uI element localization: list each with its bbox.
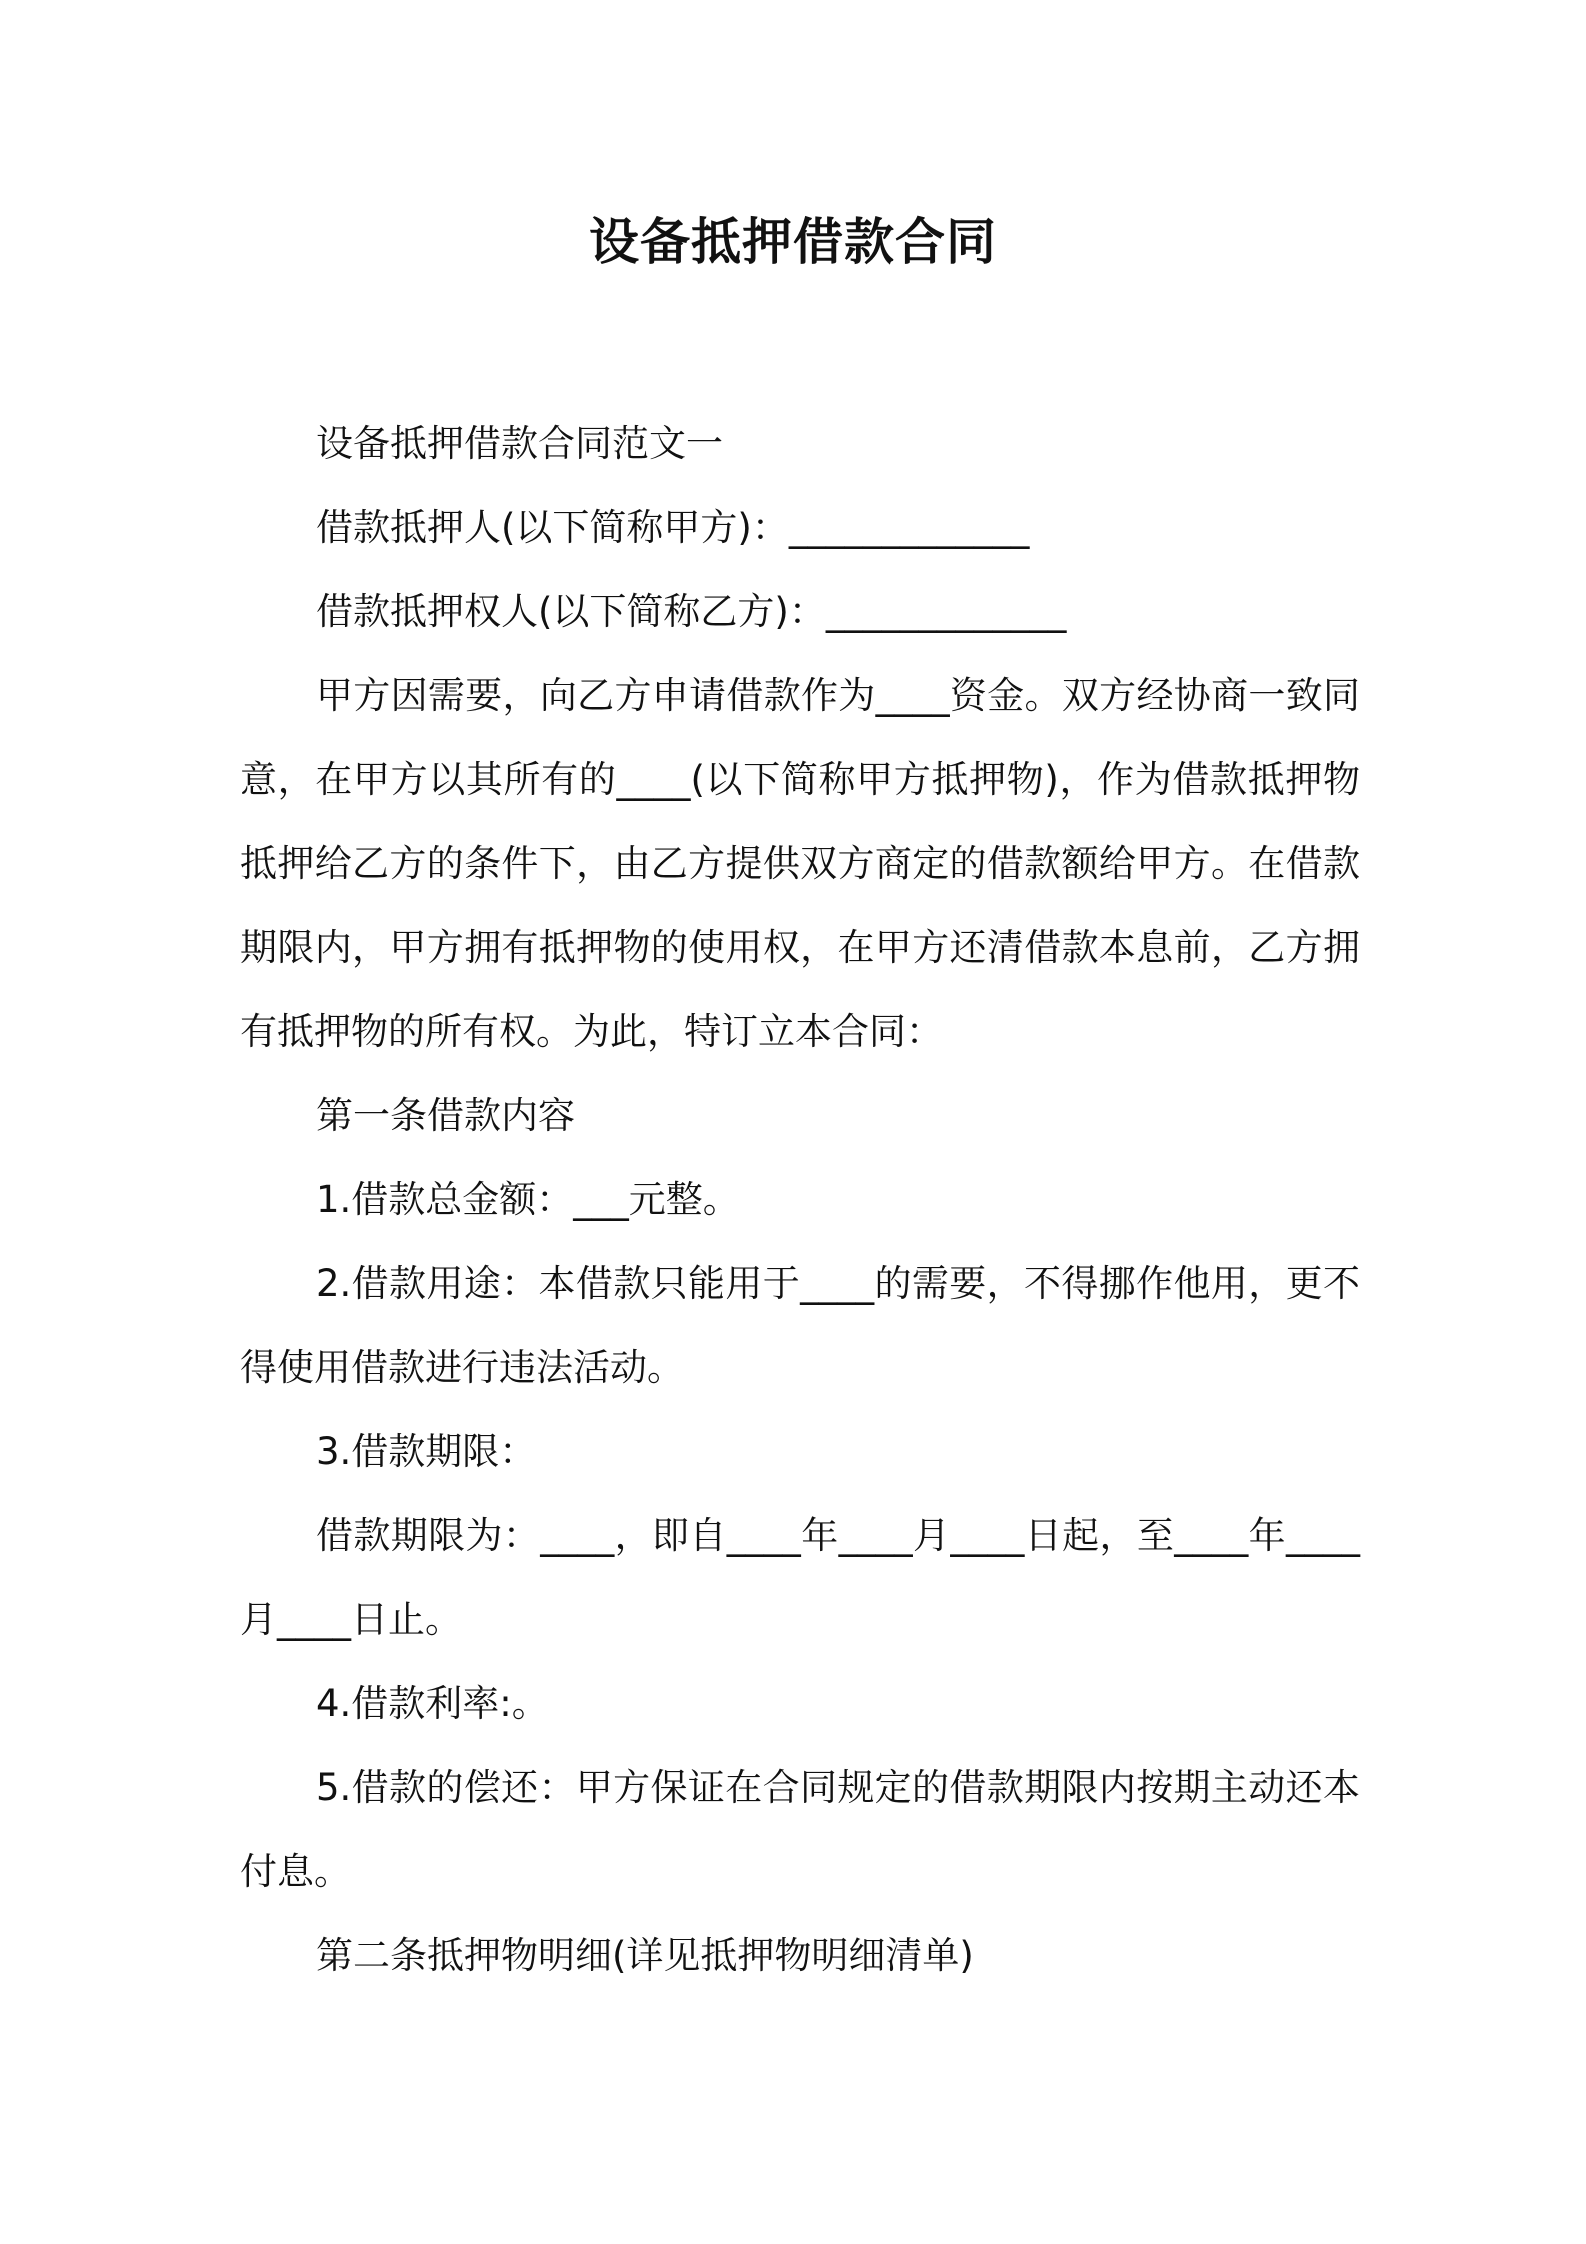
paragraph-loan-amount: 1.借款总金额：___元整。: [316, 1178, 740, 1221]
paragraph-party-b: 借款抵押权人(以下简称乙方)：_____________: [316, 590, 1067, 633]
paragraph-interest-rate: 4.借款利率:。: [316, 1682, 549, 1725]
paragraph-loan-term-heading: 3.借款期限：: [316, 1430, 537, 1473]
document-body: [240, 402, 1360, 1998]
paragraph-party-a: 借款抵押人(以下简称甲方)：_____________: [316, 506, 1030, 549]
paragraph-article-two-heading: 第二条抵押物明细(详见抵押物明细清单): [316, 1934, 974, 1977]
paragraph-sample-heading: 设备抵押借款合同范文一: [316, 422, 723, 465]
paragraph-repayment: 5.借款的偿还：甲方保证在合同规定的借款期限内按期主动还本付息。: [240, 1766, 1360, 1893]
document-title: 设备抵押借款合同: [589, 213, 997, 271]
paragraph-article-one-heading: 第一条借款内容: [316, 1094, 575, 1137]
paragraph-loan-purpose: 2.借款用途：本借款只能用于____的需要，不得挪作他用，更不得使用借款进行违法活动。: [240, 1262, 1360, 1389]
paragraph-loan-term: 借款期限为：____，即自____年____月____日起，至____年____月____日止。: [240, 1514, 1360, 1641]
paragraph-preamble: 甲方因需要，向乙方申请借款作为____资金。双方经协商一致同意，在甲方以其所有的____(以下简称甲方抵押物)，作为借款抵押物抵押给乙方的条件下，由乙方提供双方商定的借款额给甲方。在借款期限内，甲方拥有抵押物的使用权，在甲方还清借款本息前，乙方拥有抵押物的所有权。为此，特订立本合同：: [240, 674, 1360, 1053]
